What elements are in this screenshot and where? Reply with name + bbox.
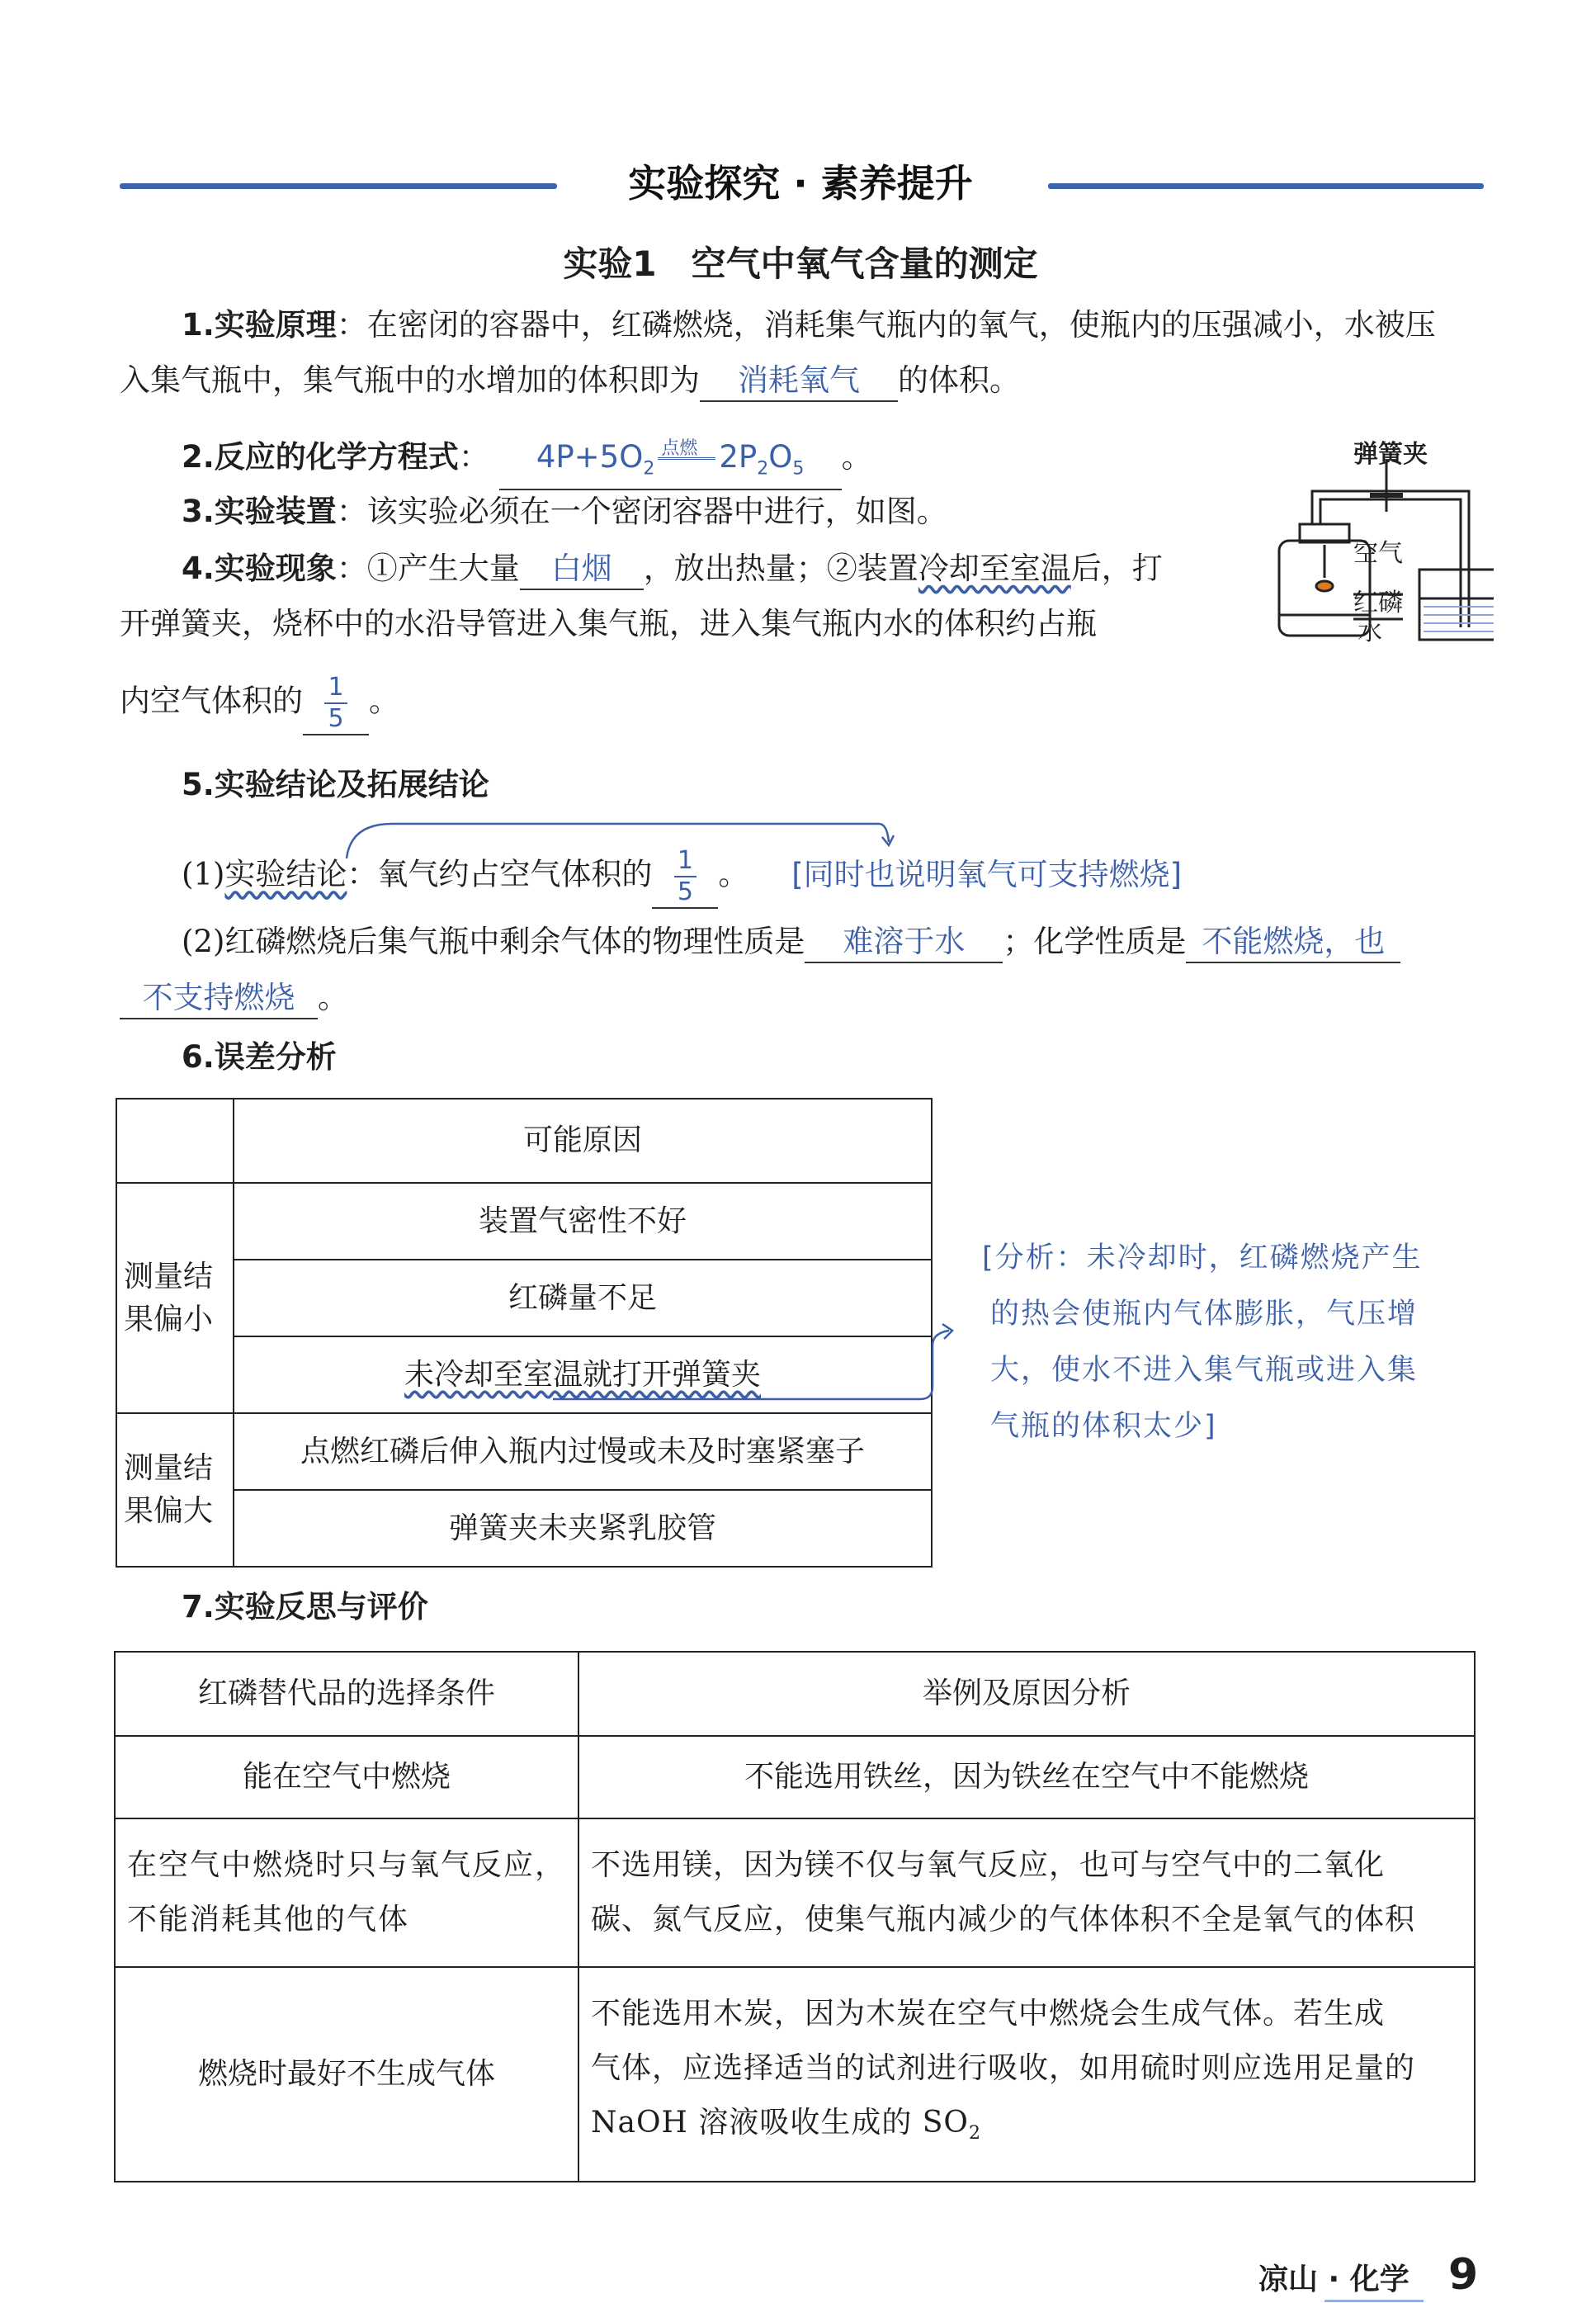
item-1-line-b: 入集气瓶中，集气瓶中的水增加的体积即为 消耗氧气 的体积。 bbox=[120, 361, 1020, 402]
conclusion-1: (1)实验结论：氧气约占空气体积的 $\frac{1}{5}$ 。 [同时也说明氧气可支持燃烧] bbox=[182, 846, 1182, 909]
header-rule-right bbox=[1048, 183, 1484, 189]
fraction-one-fifth-2: $\frac{1}{5}$ bbox=[674, 846, 696, 907]
beaker bbox=[1419, 570, 1494, 640]
label-clip: 弹簧夹 bbox=[1353, 440, 1428, 469]
conclusion-keyword: 实验结论 bbox=[224, 856, 347, 892]
item-3-line: 3.实验装置：该实验必须在一个密闭容器中进行，如图。 bbox=[182, 494, 947, 529]
item-1-line-a: 1.实验原理：在密闭的容器中，红磷燃烧，消耗集气瓶内的氧气，使瓶内的压强减小，水被压 bbox=[182, 307, 1436, 343]
label-water: 水 bbox=[1358, 617, 1382, 646]
eval-condition: 燃烧时最好不生成气体 bbox=[115, 1967, 578, 2182]
label-phosphorus: 红磷 bbox=[1353, 589, 1403, 617]
table-row: 点燃红磷后伸入瓶内过慢或未及时塞紧塞子 bbox=[234, 1413, 932, 1490]
header-rule-left bbox=[120, 183, 557, 189]
header-reason: 可能原因 bbox=[234, 1099, 932, 1183]
item-1-label: 1.实验原理 bbox=[182, 307, 337, 343]
result-large-label: 测量结果偏大 bbox=[116, 1413, 234, 1567]
eval-reason: 不能选用木炭，因为木炭在空气中燃烧会生成气体。若生成 气体，应选择适当的试剂进行吸收，如用硫时则应选用足量的 NaOH 溶液吸收生成的 $SO_2$ bbox=[578, 1967, 1475, 2182]
error-note-arrow bbox=[545, 1321, 990, 1412]
chemical-property-answer-a: 不能燃烧，也 bbox=[1186, 922, 1400, 963]
eval-reason: 不选用镁，因为镁不仅与氧气反应，也可与空气中的二氧化 碳、氮气反应，使集气瓶内减少的气体体积不全是氧气的体积 bbox=[578, 1818, 1475, 1967]
conclusion-note: [同时也说明氧气可支持燃烧] bbox=[791, 856, 1183, 892]
note-arrow bbox=[342, 817, 895, 867]
eval-condition: 在空气中燃烧时只与氧气反应，不能消耗其他的气体 bbox=[115, 1818, 578, 1967]
item-7-label: 7.实验反思与评价 bbox=[182, 1589, 428, 1624]
table-row: 装置气密性不好 bbox=[234, 1183, 932, 1260]
footer-text: 凉山 · 化学 bbox=[1258, 2263, 1409, 2296]
physical-property-answer: 难溶于水 bbox=[805, 922, 1003, 963]
header-title: 实验探究 · 素养提升 bbox=[628, 161, 973, 206]
chemical-equation: $4P+5O_2$ 点燃 $2P_2O_5$ bbox=[499, 437, 842, 490]
conclusion-2-line-a: (2)红磷燃烧后集气瓶中剩余气体的物理性质是 难溶于水 ；化学性质是 不能燃烧，也 bbox=[182, 922, 1400, 963]
item-4-label: 4.实验现象 bbox=[182, 551, 337, 586]
error-note: [分析：未冷却时，红磷燃烧产生 的热会使瓶内气体膨胀，气压增 大，使水不进入集气瓶或进入集 气瓶的体积太少] bbox=[982, 1241, 1423, 1443]
item-5-label: 5.实验结论及拓展结论 bbox=[182, 767, 489, 802]
chemical-property-answer-b: 不支持燃烧 bbox=[120, 978, 318, 1019]
eval-header-reason: 举例及原因分析 bbox=[578, 1652, 1475, 1736]
item-1-answer: 消耗氧气 bbox=[700, 361, 898, 402]
item-2-label: 2.反应的化学方程式 bbox=[182, 439, 459, 475]
eval-header-condition: 红磷替代品的选择条件 bbox=[115, 1652, 578, 1736]
eval-condition: 能在空气中燃烧 bbox=[115, 1736, 578, 1818]
fraction-one-fifth: $\frac{1}{5}$ bbox=[324, 673, 347, 734]
condition-label: 点燃 bbox=[661, 438, 698, 459]
item-4-line-a: 4.实验现象：①产生大量 白烟 ，放出热量；②装置冷却至室温后，打 bbox=[182, 549, 1163, 590]
evaluation-table bbox=[114, 1651, 1476, 2182]
header-empty-cell bbox=[116, 1099, 234, 1183]
item-2-line: 2.反应的化学方程式： $4P+5O_2$ 点燃 $2P_2O_5$ 。 bbox=[182, 437, 872, 490]
table-row: 红磷量不足 bbox=[234, 1260, 932, 1336]
page-number: 9 bbox=[1448, 2250, 1479, 2300]
section-title: 实验1 空气中氧气含量的测定 bbox=[563, 244, 1038, 284]
table-row: 弹簧夹未夹紧乳胶管 bbox=[234, 1490, 932, 1567]
footer-rule bbox=[1324, 2300, 1424, 2302]
phosphorus-spoon bbox=[1316, 581, 1333, 591]
cool-keyword: 冷却至室温 bbox=[918, 551, 1071, 586]
item-4-line-b: 开弹簧夹，烧杯中的水沿导管进入集气瓶，进入集气瓶内水的体积约占瓶 bbox=[120, 606, 1097, 641]
item-3-label: 3.实验装置 bbox=[182, 494, 337, 529]
item-4-answer: 白烟 bbox=[520, 549, 644, 590]
table-row: 未冷却至室温就打开弹簧夹 bbox=[234, 1336, 932, 1413]
item-6-label: 6.误差分析 bbox=[182, 1039, 337, 1075]
label-air: 空气 bbox=[1353, 539, 1403, 568]
result-small-label: 测量结果偏小 bbox=[116, 1183, 234, 1413]
eval-reason: 不能选用铁丝，因为铁丝在空气中不能燃烧 bbox=[578, 1736, 1475, 1818]
conclusion-2-line-b: 不支持燃烧 。 bbox=[120, 978, 348, 1019]
item-4-line-c: 内空气体积的 $\frac{1}{5}$ 。 bbox=[120, 673, 399, 735]
